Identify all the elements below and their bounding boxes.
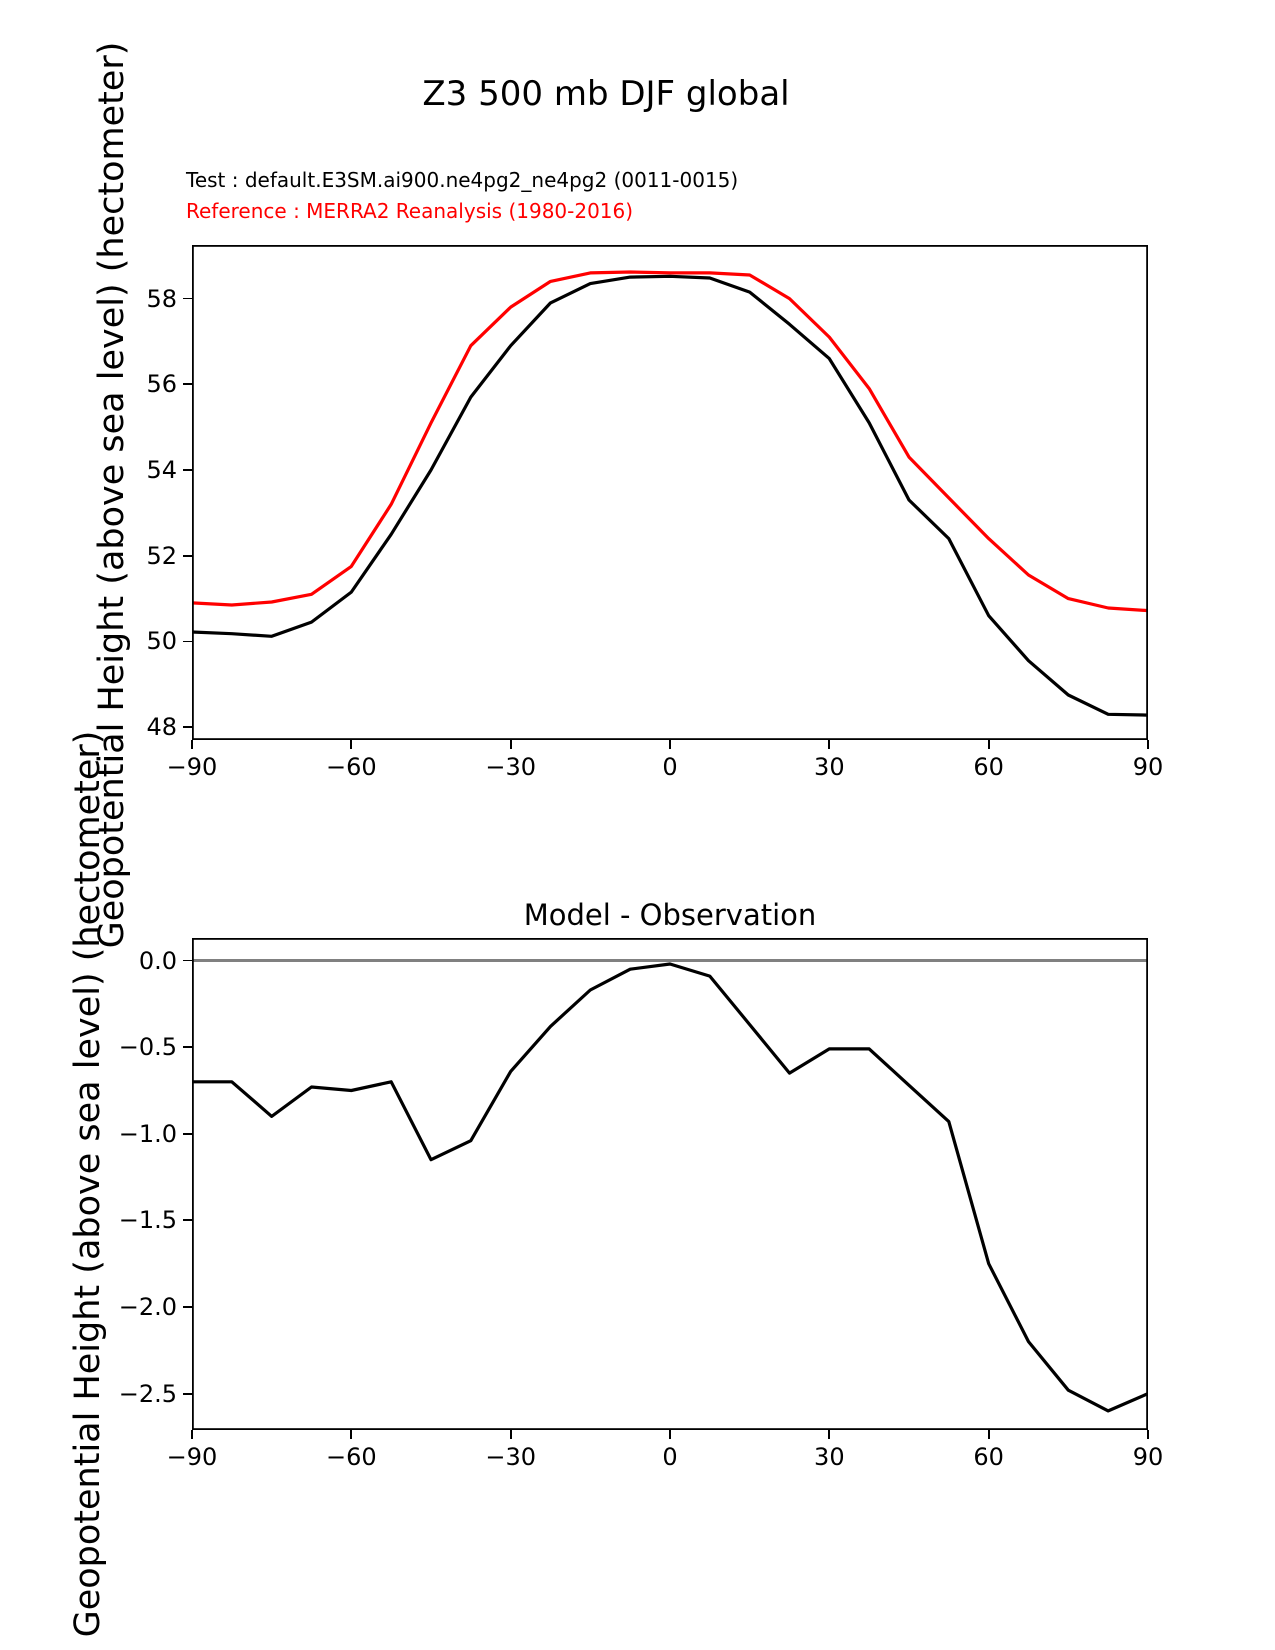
x-tick-label: −30 [485, 753, 536, 781]
y-tick-label: 50 [146, 627, 177, 656]
y-tick-label: −1.5 [118, 1206, 177, 1235]
y-tick-mark [183, 298, 192, 300]
y-tick-label: 0.0 [138, 946, 177, 975]
test-curve [192, 276, 1148, 715]
figure-title: Z3 500 mb DJF global [422, 74, 790, 114]
y-tick-mark [183, 1133, 192, 1135]
x-tick-label: 30 [814, 753, 845, 781]
axes-spine [193, 939, 1147, 1429]
y-tick-label: −2.0 [118, 1293, 177, 1321]
x-tick-mark [350, 1430, 352, 1439]
x-tick-label: 90 [1132, 753, 1164, 781]
x-tick-label: −60 [326, 753, 377, 781]
bottom-plot [192, 938, 1148, 1430]
y-tick-label: 48 [146, 713, 177, 742]
x-tick-mark [350, 740, 352, 749]
y-tick-label: 52 [146, 541, 177, 570]
x-tick-mark [828, 740, 830, 749]
x-tick-mark [1147, 740, 1149, 749]
y-tick-mark [183, 469, 192, 471]
y-tick-label: 54 [146, 456, 177, 484]
x-tick-mark [988, 1430, 990, 1439]
y-tick-label: −2.5 [118, 1379, 177, 1408]
x-tick-mark [669, 740, 671, 749]
x-tick-mark [669, 1430, 671, 1439]
test-label: Test : default.E3SM.ai900.ne4pg2_ne4pg2 (0011-0015) [186, 168, 739, 192]
y-tick-mark [183, 1219, 192, 1221]
y-tick-mark [183, 1046, 192, 1048]
x-tick-mark [828, 1430, 830, 1439]
x-tick-label: 90 [1132, 1443, 1164, 1471]
y-tick-mark [183, 726, 192, 728]
x-tick-mark [1147, 1430, 1149, 1439]
x-tick-label: 0 [662, 1443, 678, 1471]
reference-label: Reference : MERRA2 Reanalysis (1980-2016) [186, 199, 634, 223]
y-tick-label: −1.0 [118, 1119, 177, 1148]
y-tick-mark [183, 555, 192, 557]
difference-plot-title: Model - Observation [523, 898, 817, 932]
axes-spine [193, 246, 1147, 739]
top-plot [192, 245, 1148, 740]
x-tick-label: 30 [814, 1443, 845, 1471]
x-tick-mark [510, 740, 512, 749]
x-tick-label: −30 [485, 1443, 536, 1471]
x-tick-label: 0 [662, 753, 678, 781]
difference-curve [192, 964, 1148, 1411]
x-tick-label: −90 [166, 753, 218, 781]
y-axis-label-top: Geopotential Height (above sea level) (hectometer) [92, 41, 132, 949]
reference-curve [192, 272, 1148, 611]
x-tick-mark [191, 1430, 193, 1439]
y-tick-mark [183, 1393, 192, 1395]
y-tick-label: 56 [146, 370, 177, 399]
x-tick-mark [191, 740, 193, 749]
y-tick-mark [183, 641, 192, 643]
x-tick-mark [510, 1430, 512, 1439]
x-tick-label: 60 [973, 753, 1004, 781]
x-tick-label: 60 [973, 1443, 1004, 1471]
x-tick-label: −60 [326, 1443, 377, 1471]
y-tick-label: 58 [146, 284, 177, 313]
y-axis-label-bottom: Geopotential Height (above sea level) (hectometer) [68, 730, 108, 1638]
y-tick-label: −0.5 [118, 1033, 177, 1062]
x-tick-label: −90 [166, 1443, 218, 1471]
x-tick-mark [988, 740, 990, 749]
y-tick-mark [183, 383, 192, 385]
y-tick-mark [183, 960, 192, 962]
y-tick-mark [183, 1306, 192, 1308]
